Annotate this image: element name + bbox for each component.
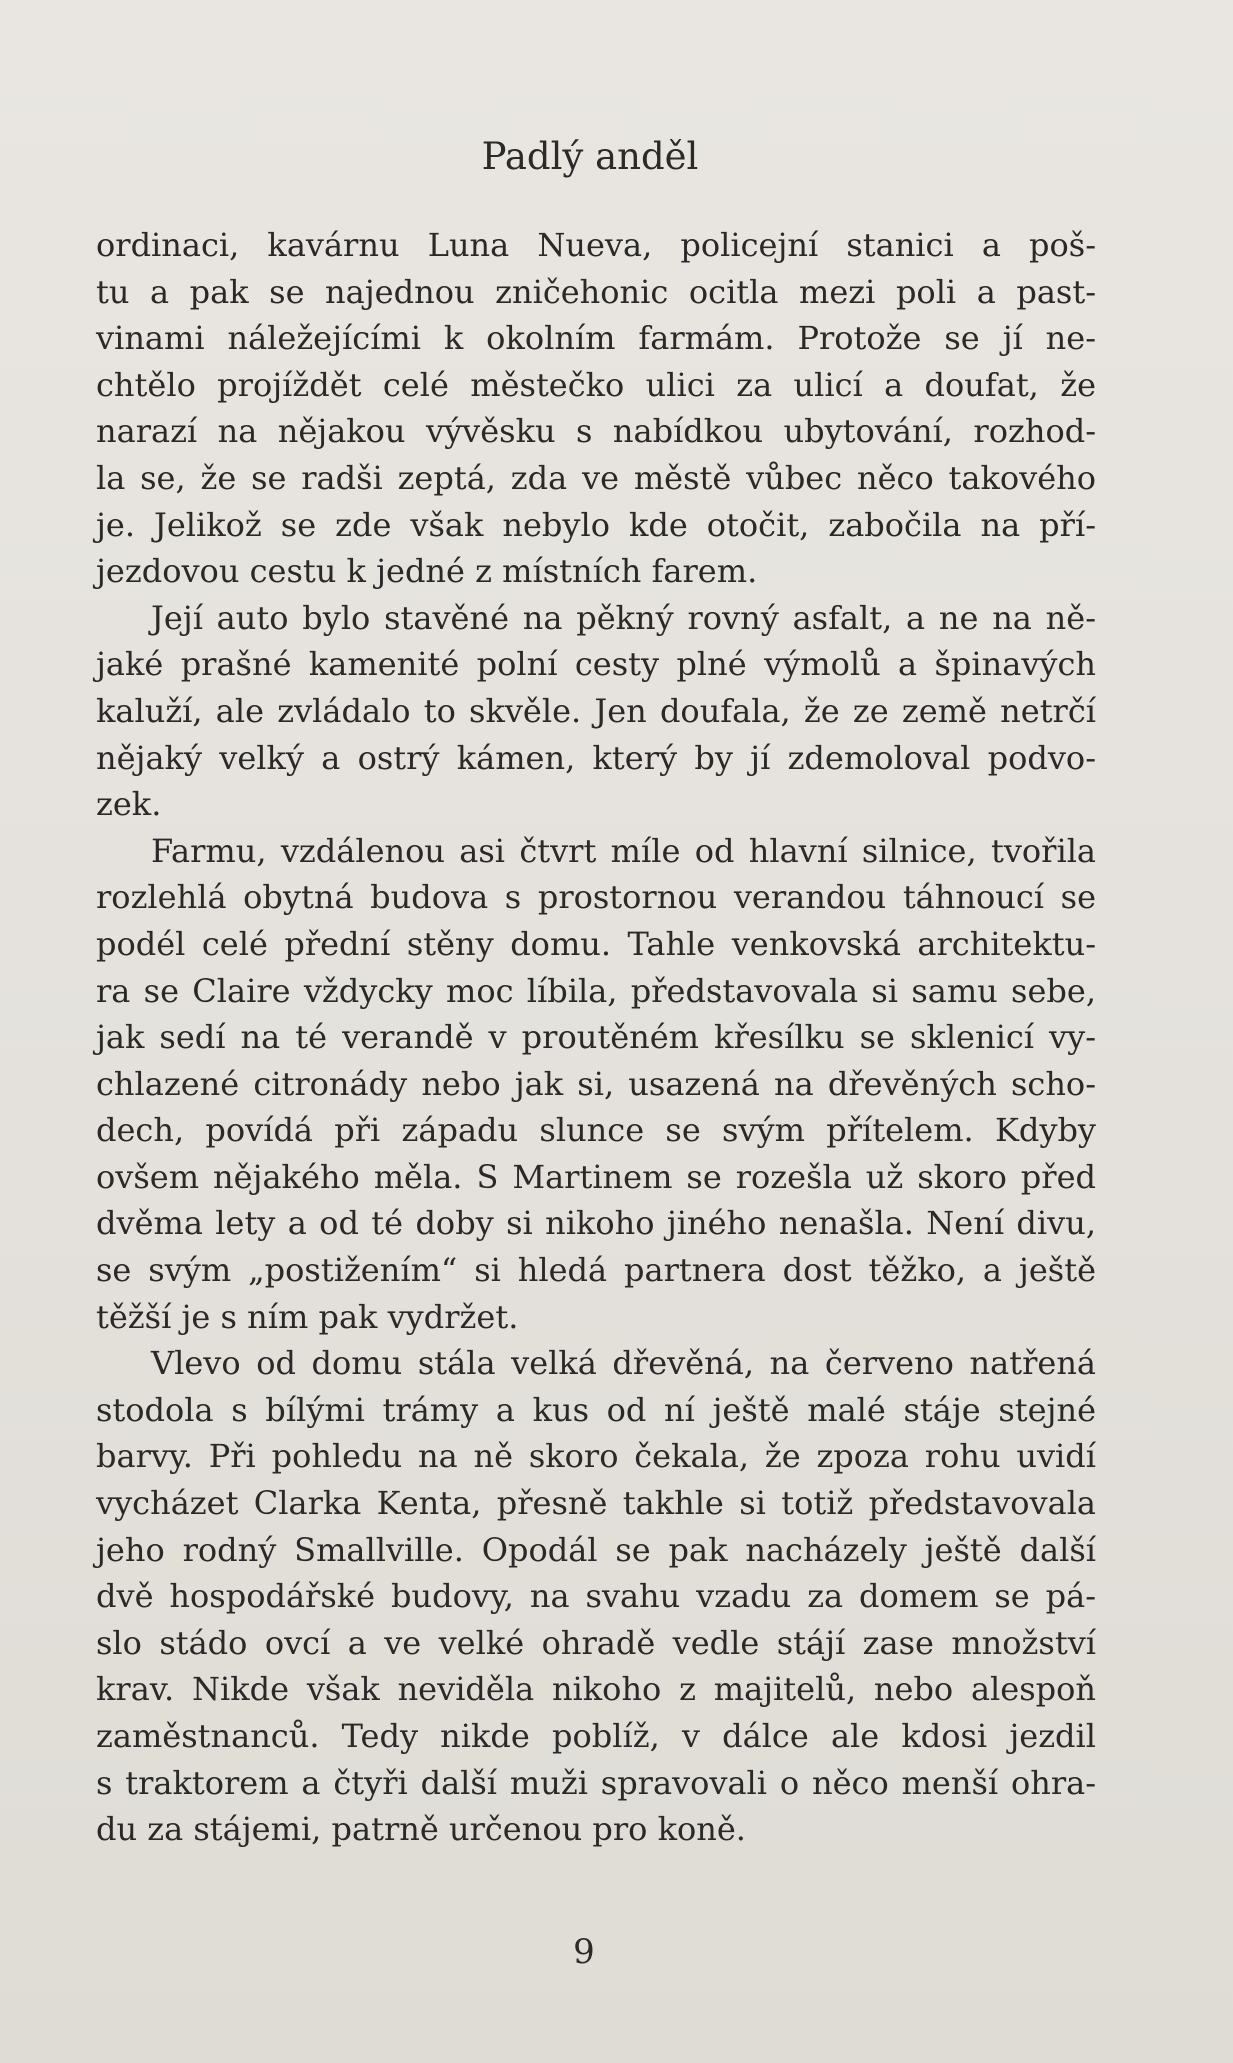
text-line: Vlevo od domu stála velká dřevěná, na červeno natřená: [151, 1344, 1096, 1383]
text-line: kaluží, ale zvládalo to skvěle. Jen doufala, že ze země netrčí: [96, 691, 1096, 730]
body-text: [96, 222, 1096, 1853]
text-line: nějaký velký a ostrý kámen, který by jí zdemoloval podvo-: [96, 738, 1096, 777]
paragraph: [96, 828, 1096, 1341]
text-line: zek.: [96, 785, 162, 824]
text-line: ordinaci, kavárnu Luna Nueva, policejní stanici a poš-: [96, 226, 1096, 264]
text-line: vycházet Clarka Kenta, přesně takhle si totiž představovala: [96, 1484, 1096, 1523]
text-line: barvy. Při pohledu na ně skoro čekala, že zpoza rohu uvidí: [96, 1437, 1096, 1476]
text-line: Její auto bylo stavěné na pěkný rovný asfalt, a ne na ně-: [151, 598, 1096, 637]
text-line: du za stájemi, patrně určenou pro koně.: [96, 1810, 746, 1849]
text-line: stodola s bílými trámy a kus od ní ještě malé stáje stejné: [96, 1390, 1096, 1429]
text-line: ovšem nějakého měla. S Martinem se rozešla už skoro před: [96, 1157, 1096, 1196]
text-line: la se, že se radši zeptá, zda ve městě vůbec něco takového: [96, 458, 1096, 497]
text-line: těžší je s ním pak vydržet.: [96, 1297, 519, 1336]
text-line: slo stádo ovcí a ve velké ohradě vedle stájí zase množství: [96, 1623, 1096, 1662]
text-line: krav. Nikde však neviděla nikoho z majitelů, nebo alespoň: [96, 1670, 1096, 1709]
text-line: jezdovou cestu k jedné z místních farem.: [96, 552, 758, 591]
text-line: Farmu, vzdálenou asi čtvrt míle od hlavní silnice, tvořila: [151, 831, 1096, 870]
text-line: narazí na nějakou vývěsku s nabídkou ubytování, rozhod-: [96, 412, 1096, 451]
paragraph: [96, 222, 1096, 595]
page-number: 9: [573, 1932, 595, 1972]
paragraph: [96, 1340, 1096, 1853]
text-line: ra se Claire vždycky moc líbila, představovala si samu sebe,: [96, 971, 1096, 1010]
text-line: jak sedí na té verandě v proutěném křesílku se sklenicí vy-: [96, 1018, 1096, 1057]
running-title: Padlý anděl: [481, 135, 699, 178]
text-line: chlazené citronády nebo jak si, usazená na dřevěných scho-: [96, 1064, 1096, 1103]
text-line: dvěma lety a od té doby si nikoho jiného nenašla. Není divu,: [96, 1204, 1096, 1243]
text-line: dvě hospodářské budovy, na svahu vzadu za domem se pá-: [96, 1577, 1096, 1616]
text-line: vinami náležejícími k okolním farmám. Protože se jí ne-: [96, 319, 1096, 358]
text-line: dech, povídá při západu slunce se svým přítelem. Kdyby: [96, 1111, 1096, 1150]
text-line: jaké prašné kamenité polní cesty plné výmolů a špinavých: [96, 645, 1096, 684]
text-line: zaměstnanců. Tedy nikde poblíž, v dálce ale kdosi jezdil: [96, 1717, 1096, 1755]
text-line: se svým „postižením“ si hledá partnera dost těžko, a ještě: [96, 1251, 1096, 1290]
text-line: tu a pak se najednou zničehonic ocitla mezi poli a past-: [96, 272, 1096, 311]
text-line: rozlehlá obytná budova s prostornou verandou táhnoucí se: [96, 878, 1096, 917]
paragraph: [96, 595, 1096, 828]
text-line: je. Jelikož se zde však nebylo kde otočit, zabočila na pří-: [96, 505, 1096, 544]
text-line: podél celé přední stěny domu. Tahle venkovská architektu-: [96, 924, 1096, 963]
text-line: s traktorem a čtyři další muži spravovali o něco menší ohra-: [96, 1763, 1096, 1802]
text-line: jeho rodný Smallville. Opodál se pak nacházely ještě další: [96, 1530, 1096, 1569]
text-line: chtělo projíždět celé městečko ulici za ulicí a doufat, že: [96, 365, 1096, 404]
